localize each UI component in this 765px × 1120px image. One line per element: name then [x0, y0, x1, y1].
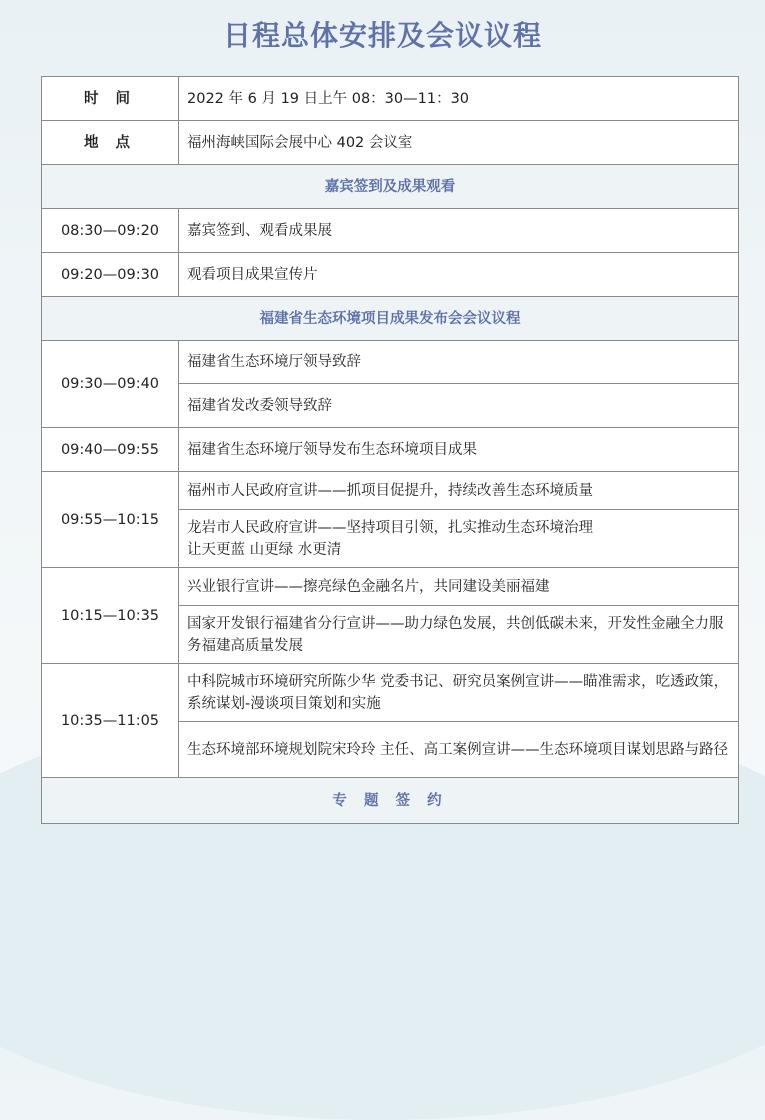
row-time: 08:30—09:20: [42, 209, 179, 253]
section-row-signing: [42, 778, 739, 824]
time-value: 2022 年 6 月 19 日上午 08：30—11：30: [179, 77, 739, 121]
info-row-time: [42, 77, 739, 121]
table-row: [42, 341, 739, 384]
row-time: 10:15—10:35: [42, 568, 179, 664]
row-item: 福建省生态环境厅领导致辞: [179, 341, 739, 384]
section-heading-checkin: 嘉宾签到及成果观看: [42, 165, 739, 209]
section-heading-release: 福建省生态环境项目成果发布会会议议程: [42, 297, 739, 341]
table-row: [42, 472, 739, 510]
section-row-checkin: [42, 165, 739, 209]
row-item-line: 让天更蓝 山更绿 水更清: [187, 541, 342, 558]
table-row: [42, 428, 739, 472]
row-time: 10:35—11:05: [42, 664, 179, 778]
table-row: [42, 568, 739, 606]
row-item: 兴业银行宣讲——擦亮绿色金融名片，共同建设美丽福建: [179, 568, 739, 606]
agenda-table: [41, 76, 739, 824]
row-time: 09:40—09:55: [42, 428, 179, 472]
row-item: 嘉宾签到、观看成果展: [179, 209, 739, 253]
row-item: [179, 510, 739, 568]
place-label: 地 点: [42, 121, 179, 165]
time-label: 时 间: [42, 77, 179, 121]
row-time: 09:20—09:30: [42, 253, 179, 297]
row-item-line: 龙岩市人民政府宣讲——坚持项目引领，扎实推动生态环境治理: [187, 519, 593, 536]
row-item: 生态环境部环境规划院宋玲玲 主任、高工案例宣讲——生态环境项目谋划思路与路径: [179, 722, 739, 778]
row-item: 观看项目成果宣传片: [179, 253, 739, 297]
row-item: 国家开发银行福建省分行宣讲——助力绿色发展，共创低碳未来，开发性金融全力服务福建高质量发展: [179, 606, 739, 664]
info-row-place: [42, 121, 739, 165]
row-time: 09:55—10:15: [42, 472, 179, 568]
row-item: 福建省生态环境厅领导发布生态环境项目成果: [179, 428, 739, 472]
page-title: 日程总体安排及会议议程: [222, 19, 542, 52]
row-time: 09:30—09:40: [42, 341, 179, 428]
section-heading-signing: 专 题 签 约: [42, 778, 739, 824]
row-item: 福州市人民政府宣讲——抓项目促提升，持续改善生态环境质量: [179, 472, 739, 510]
table-row: [42, 209, 739, 253]
table-row: [42, 664, 739, 722]
table-row: [42, 253, 739, 297]
row-item: 福建省发改委领导致辞: [179, 384, 739, 428]
section-row-release: [42, 297, 739, 341]
row-item: 中科院城市环境研究所陈少华 党委书记、研究员案例宣讲——瞄准需求，吃透政策，系统谋划-漫谈项目策划和实施: [179, 664, 739, 722]
place-value: 福州海峡国际会展中心 402 会议室: [179, 121, 739, 165]
